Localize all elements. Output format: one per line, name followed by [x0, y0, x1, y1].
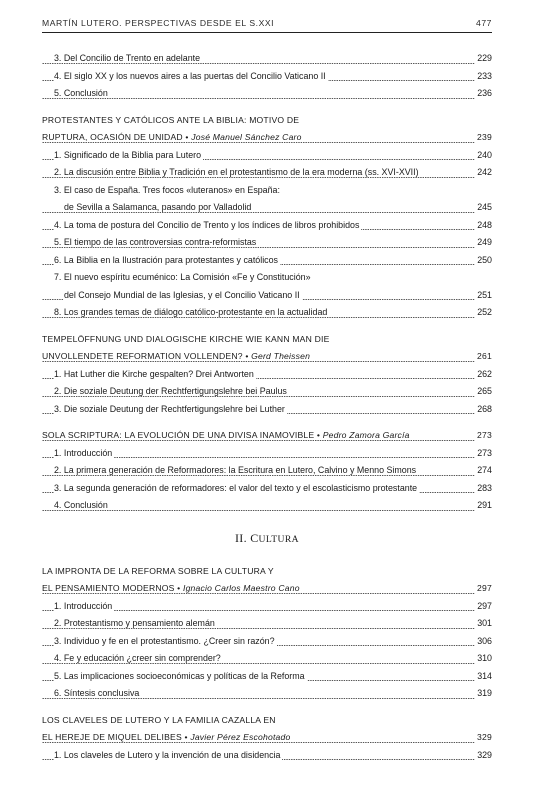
entry-page: 297	[475, 598, 492, 616]
toc-entry[interactable]	[42, 217, 492, 235]
section-title-entry[interactable]	[42, 729, 492, 747]
entry-page: 262	[475, 366, 492, 384]
toc-entry[interactable]	[42, 633, 492, 651]
entry-label: 3. Individuo y fe en el protestantismo. ¿Creer sin razón?	[54, 635, 275, 646]
section-title	[42, 583, 302, 593]
bullet: •	[316, 430, 321, 440]
entry-page: 240	[475, 147, 492, 165]
entry-page: 268	[475, 401, 492, 419]
toc-entry[interactable]	[42, 366, 492, 384]
toc-entry[interactable]	[42, 650, 492, 668]
entry-page: 291	[475, 497, 492, 515]
toc-entry[interactable]	[42, 685, 492, 703]
section-title-text: RUPTURA, OCASIÓN DE UNIDAD	[42, 132, 183, 142]
entry-label: 1. Significado de la Biblia para Lutero	[54, 149, 202, 160]
entry-label: 7. El nuevo espíritu ecuménico: La Comisión «Fe y Constitución»	[54, 272, 311, 282]
entry-page: 242	[475, 164, 492, 182]
entry-label: 4. La toma de postura del Concilio de Trento y los índices de libros prohibidos	[54, 219, 360, 230]
toc-entry[interactable]	[42, 480, 492, 498]
toc-entry[interactable]	[42, 252, 492, 270]
part-numeral: II.	[235, 530, 247, 545]
toc-entry[interactable]	[42, 615, 492, 633]
toc-entry[interactable]	[42, 147, 492, 165]
author-name: José Manuel Sánchez Caro	[191, 132, 302, 142]
section-page: 239	[475, 129, 492, 147]
entry-label: PROTESTANTES Y CATÓLICOS ANTE LA BIBLIA: MOTIVO DE	[42, 114, 300, 125]
entry-label: TEMPELÖFFNUNG UND DIALOGISCHE KIRCHE WIE KANN MAN DIE	[42, 333, 330, 344]
toc-entry[interactable]	[42, 401, 492, 419]
author-name: Gerd Theissen	[251, 351, 311, 361]
entry-page: 273	[475, 445, 492, 463]
toc-entry[interactable]	[42, 199, 492, 217]
entry-page: 319	[475, 685, 492, 703]
section-title-text: EL HEREJE DE MIQUEL DELIBES	[42, 732, 182, 742]
entry-label: del Consejo Mundial de las Iglesias, y el Concilio Vaticano II	[64, 289, 300, 300]
section-page: 297	[475, 580, 492, 598]
page-number: 477	[476, 18, 492, 28]
bullet: •	[184, 732, 188, 742]
section-title	[42, 132, 304, 142]
entry-label: 4. El siglo XX y los nuevos aires a las puertas del Concilio Vaticano II	[54, 70, 326, 81]
entry-page: 229	[475, 50, 492, 68]
section-title-entry[interactable]	[42, 129, 492, 147]
entry-label: 3. La segunda generación de reformadores: el valor del texto y el escolasticismo protestante	[54, 482, 418, 493]
section-page: 329	[475, 729, 492, 747]
entry-label: 3. Del Concilio de Trento en adelante	[54, 53, 201, 63]
entry-page: 250	[475, 252, 492, 270]
entry-label: 4. Conclusión	[54, 500, 108, 510]
entry-label: 5. El tiempo de las controversias contra-reformistas	[54, 237, 257, 247]
spacer	[42, 322, 492, 331]
section-title-text: UNVOLLENDETE REFORMATION VOLLENDEN?	[42, 351, 243, 361]
part-initial: C	[250, 530, 259, 545]
toc-entry[interactable]	[42, 85, 492, 103]
entry-label: 5. Las implicaciones socioeconómicas y políticas de la Reforma	[54, 670, 305, 681]
toc-entry[interactable]	[42, 50, 492, 68]
running-head	[42, 16, 492, 36]
header-rule	[42, 32, 492, 33]
entry-page: 248	[475, 217, 492, 235]
author-name: Pedro Zamora García	[322, 430, 410, 440]
bullet: •	[185, 132, 189, 142]
entry-page: 301	[475, 615, 492, 633]
entry-label: 3. El caso de España. Tres focos «luteranos» en España:	[54, 184, 280, 195]
spacer	[42, 103, 492, 112]
section-title-entry[interactable]	[42, 348, 492, 366]
toc-entry[interactable]	[42, 598, 492, 616]
section-title-line	[42, 112, 492, 130]
toc-entry[interactable]	[42, 234, 492, 252]
toc-entry[interactable]	[42, 747, 492, 765]
toc-entry[interactable]	[42, 462, 492, 480]
section-title	[42, 732, 292, 742]
part-rest: ULTURA	[258, 533, 299, 545]
bullet: •	[245, 351, 249, 361]
entry-page: 236	[475, 85, 492, 103]
section-title-line	[42, 563, 492, 581]
entry-page: 265	[475, 383, 492, 401]
bullet: •	[177, 583, 181, 593]
entry-page: 249	[475, 234, 492, 252]
entry-label: 1. Introducción	[54, 447, 113, 458]
section-title-entry[interactable]	[42, 427, 492, 445]
entry-page: 274	[475, 462, 492, 480]
author-name: Javier Pérez Escohotado	[190, 732, 291, 742]
spacer	[42, 418, 492, 427]
entry-label: 6. Síntesis conclusiva	[54, 688, 140, 698]
section-title-line	[42, 712, 492, 730]
entry-label: 2. Die soziale Deutung der Rechtfertigungslehre bei Paulus	[54, 386, 287, 396]
section-title-entry[interactable]	[42, 580, 492, 598]
toc-entry[interactable]	[42, 668, 492, 686]
entry-label: 4. Fe y educación ¿creer sin comprender?	[54, 653, 221, 663]
toc-entry-line	[42, 182, 492, 200]
entry-page: 306	[475, 633, 492, 651]
part-heading	[42, 527, 492, 549]
entry-page: 245	[475, 199, 492, 217]
entry-label: 1. Los claveles de Lutero y la invención de una disidencia	[54, 749, 281, 760]
entry-label: 1. Introducción	[54, 600, 113, 611]
toc-section	[42, 331, 492, 419]
section-title-line	[42, 331, 492, 349]
section-title-text: SOLA SCRIPTURA: LA EVOLUCIÓN DE UNA DIVISA INAMOVIBLE	[42, 430, 315, 440]
entry-page: 310	[475, 650, 492, 668]
toc-entry[interactable]	[42, 497, 492, 515]
entry-label: LOS CLAVELES DE LUTERO Y LA FAMILIA CAZALLA EN	[42, 714, 276, 725]
entry-label: 2. La discusión entre Biblia y Tradición en el protestantismo de la era moderna (ss. XVI-XVII)	[54, 167, 419, 177]
entry-page: 251	[475, 287, 492, 305]
entry-label: 6. La Biblia en la Ilustración para protestantes y católicos	[54, 254, 278, 265]
entry-label: 3. Die soziale Deutung der Rechtfertigungslehre bei Luther	[54, 403, 285, 414]
toc-entry[interactable]	[42, 287, 492, 305]
toc-entry[interactable]	[42, 68, 492, 86]
author-name: Ignacio Carlos Maestro Cano	[182, 583, 300, 593]
entry-label: 8. Los grandes temas de diálogo católico-protestante en la actualidad	[54, 307, 328, 317]
table-of-contents	[42, 50, 492, 764]
toc-section	[42, 712, 492, 765]
entry-label: 2. Protestantismo y pensamiento alemán	[54, 618, 215, 628]
entry-label: 5. Conclusión	[54, 88, 108, 98]
toc-entry[interactable]	[42, 304, 492, 322]
entry-page: 329	[475, 747, 492, 765]
toc-entry[interactable]	[42, 445, 492, 463]
entry-label: 2. La primera generación de Reformadores: la Escritura en Lutero, Calvino y Menno Simons	[54, 465, 417, 475]
entry-label: LA IMPRONTA DE LA REFORMA SOBRE LA CULTURA Y	[42, 565, 274, 576]
toc-entry[interactable]	[42, 164, 492, 182]
section-title-text: EL PENSAMIENTO MODERNOS	[42, 583, 175, 593]
entry-page: 314	[475, 668, 492, 686]
entry-page: 283	[475, 480, 492, 498]
running-head-title: MARTÍN LUTERO. PERSPECTIVAS DESDE EL S.XXI	[42, 18, 275, 28]
toc-section	[42, 563, 492, 703]
section-title	[42, 351, 312, 361]
section-page: 261	[475, 348, 492, 366]
section-page: 273	[475, 427, 492, 445]
toc-section	[42, 112, 492, 322]
toc-entry[interactable]	[42, 383, 492, 401]
section-title	[42, 430, 412, 440]
entry-label: de Sevilla a Salamanca, pasando por Valladolid	[64, 202, 252, 212]
toc-entry-line	[42, 269, 492, 287]
entry-page: 233	[475, 68, 492, 86]
entry-label: 1. Hat Luther die Kirche gespalten? Drei Antworten	[54, 368, 254, 379]
spacer	[42, 703, 492, 712]
toc-section	[42, 427, 492, 515]
entry-page: 252	[475, 304, 492, 322]
